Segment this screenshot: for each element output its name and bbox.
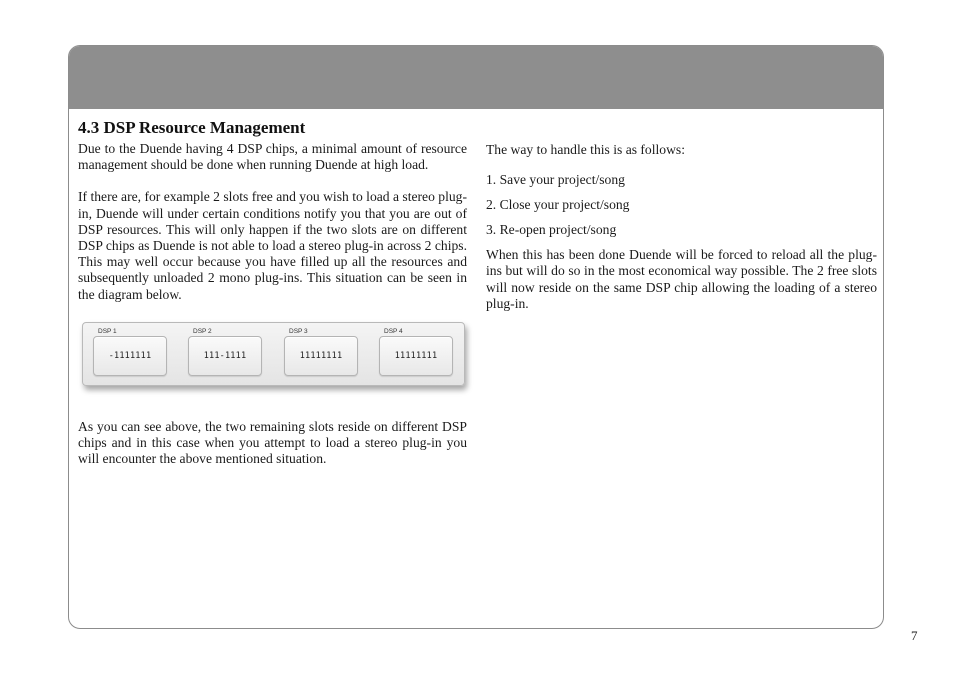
paragraph-procedure-intro: The way to handle this is as follows:: [486, 142, 685, 157]
dsp-diagram: [82, 322, 465, 386]
dsp-unit-4: [375, 327, 451, 376]
step-reopen: 3. Re-open project/song: [486, 222, 617, 238]
dsp-label: DSP 4: [384, 327, 403, 335]
dsp-label: DSP 2: [193, 327, 212, 335]
dsp-unit-3: [280, 327, 356, 376]
dsp-label: DSP 1: [98, 327, 117, 335]
dsp-slot-display: 111-1111: [188, 336, 262, 376]
dsp-slot-display: -1111111: [93, 336, 167, 376]
dsp-label: DSP 3: [289, 327, 308, 335]
right-column: [486, 142, 877, 312]
page-number: 7: [911, 628, 918, 643]
dsp-unit-1: [89, 327, 165, 376]
section-title: 4.3 DSP Resource Management: [78, 118, 306, 137]
step-save: 1. Save your project/song: [486, 172, 625, 188]
dsp-slot-display: 11111111: [284, 336, 358, 376]
step-close: 2. Close your project/song: [486, 197, 630, 213]
dsp-unit-2: [184, 327, 260, 376]
paragraph-intro: Due to the Duende having 4 DSP chips, a minimal amount of resource management should be done when running Duende at high load.: [78, 141, 467, 173]
page-frame: [68, 45, 884, 629]
dsp-slot-display: 11111111: [379, 336, 453, 376]
header-band: [69, 46, 883, 109]
paragraph-slots-explanation: If there are, for example 2 slots free and you wish to load a stereo plug-in, Duende will under certain conditions notify you that you are out of DSP resources. This will only happen if the two slots are on different DSP chips as Duende is not able to load a stereo plug-in across 2 chips. This may well occur because you have filled up all the resources and subsequently unloaded 2 mono plug-ins. This situation can be seen in the diagram below.: [78, 189, 467, 302]
left-column: [78, 118, 467, 467]
paragraph-procedure-outcome: When this has been done Duende will be forced to reload all the plug-ins but will do so in the most economical way possible. The 2 free slots will now reside on the same DSP chip allowing the loading of a stereo plug-in.: [486, 247, 877, 311]
paragraph-conclusion: As you can see above, the two remaining slots reside on different DSP chips and in this case when you attempt to load a stereo plug-in you will encounter the above mentioned situation.: [78, 418, 467, 467]
